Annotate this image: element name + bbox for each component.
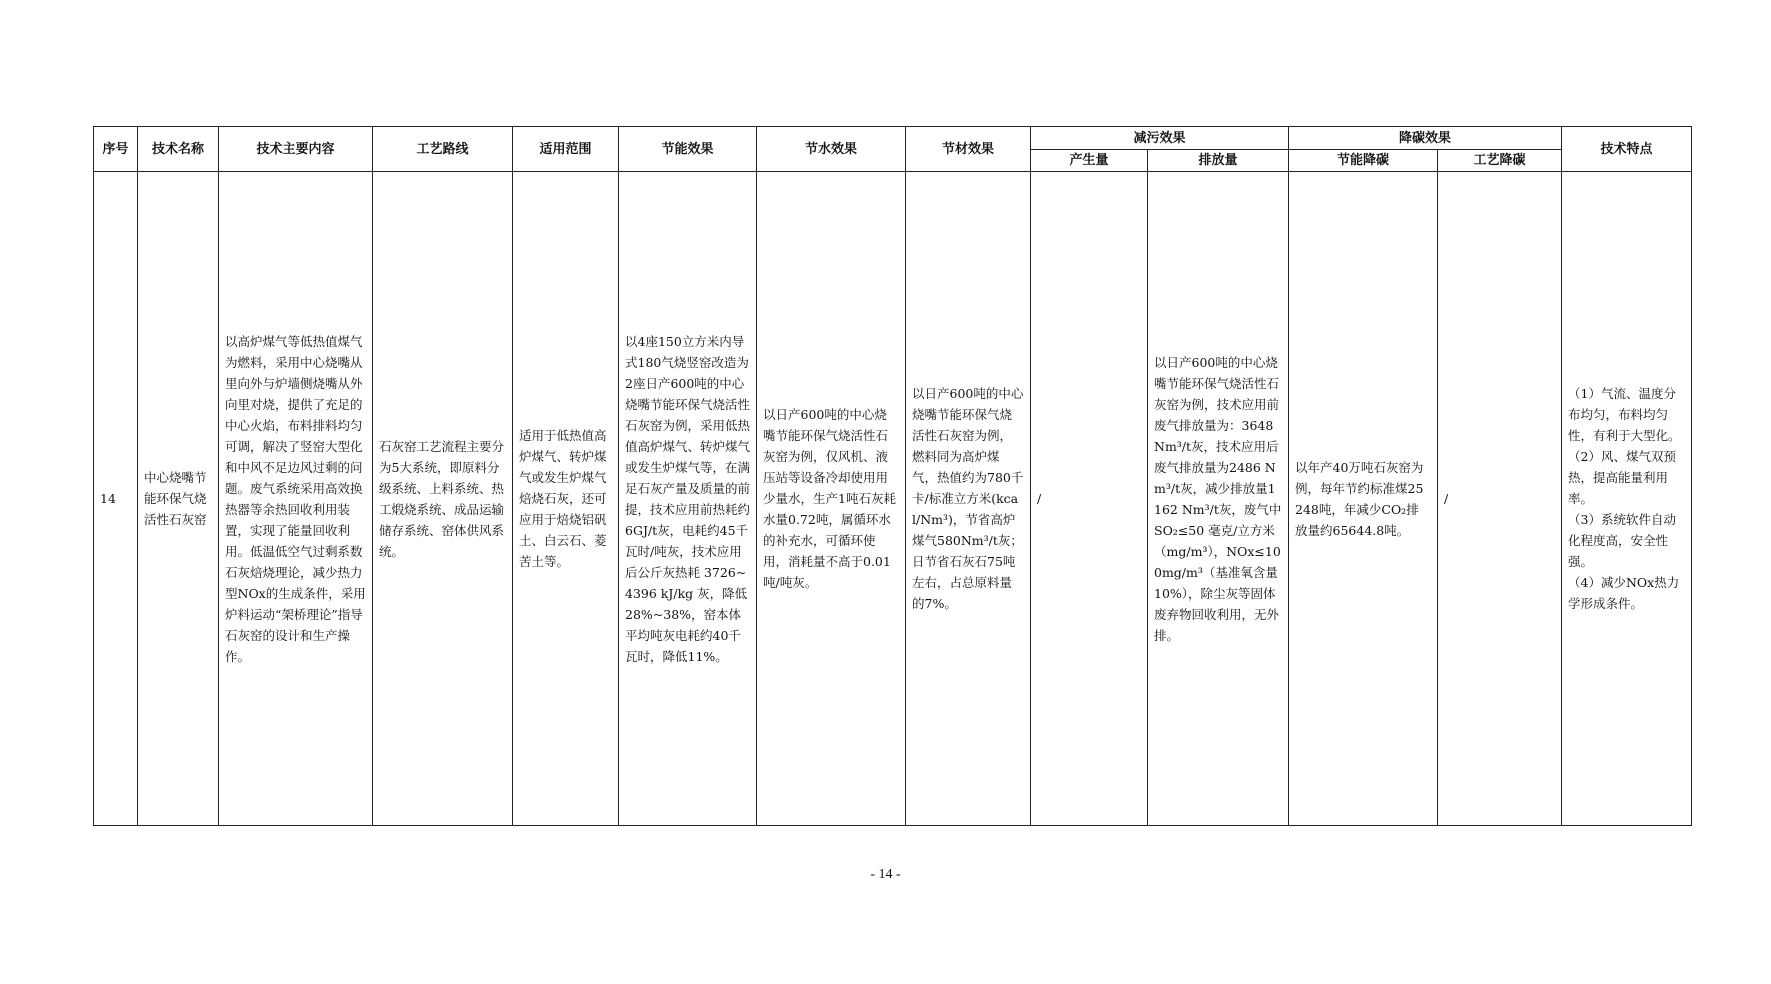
header-carbon: 降碳效果 [1289, 127, 1562, 150]
table-row [94, 172, 1692, 826]
header-pollution-produce: 产生量 [1031, 150, 1148, 172]
header-water: 节水效果 [757, 127, 906, 172]
header-name: 技术名称 [138, 127, 219, 172]
header-scope: 适用范围 [513, 127, 619, 172]
cell-carbon-process: / [1438, 172, 1562, 826]
cell-material: 以日产600吨的中心烧嘴节能环保气烧活性石灰窑为例，燃料同为高炉煤气，热值约为780千卡/标准立方米(kcal/Nm³)，节省高炉煤气580Nm³/t灰；日节省石灰石75吨左右，占总原料量的7%。 [906, 172, 1031, 826]
header-route: 工艺路线 [373, 127, 513, 172]
cell-energy: 以4座150立方米内导式180气烧竖窑改造为2座日产600吨的中心烧嘴节能环保气烧活性石灰窑为例，采用低热值高炉煤气、转炉煤气或发生炉煤气等，在满足石灰产量及质量的前提，技术应用前热耗约6GJ/t灰，电耗约45千瓦时/吨灰，技术应用后公斤灰热耗 3726~4396 kJ/kg 灰，降低28%~38%，窑本体平均吨灰电耗约40千瓦时，降低11%。 [619, 172, 757, 826]
header-feature: 技术特点 [1562, 127, 1692, 172]
cell-name: 中心烧嘴节能环保气烧活性石灰窑 [138, 172, 219, 826]
header-pollution: 减污效果 [1031, 127, 1289, 150]
header-carbon-energy: 节能降碳 [1289, 150, 1438, 172]
cell-carbon-energy: 以年产40万吨石灰窑为例，每年节约标准煤25248吨，年减少CO₂排放量约65644.8吨。 [1289, 172, 1438, 826]
header-seq: 序号 [94, 127, 138, 172]
cell-route: 石灰窑工艺流程主要分为5大系统，即原料分级系统、上料系统、热工煅烧系统、成品运输储存系统、窑体供风系统。 [373, 172, 513, 826]
header-carbon-process: 工艺降碳 [1438, 150, 1562, 172]
page-number: - 14 - [870, 867, 901, 882]
cell-pollution-produce: / [1031, 172, 1148, 826]
header-pollution-emit: 排放量 [1148, 150, 1289, 172]
cell-scope: 适用于低热值高炉煤气、转炉煤气或发生炉煤气焙烧石灰，还可应用于焙烧铝矾土、白云石、菱苦土等。 [513, 172, 619, 826]
cell-water: 以日产600吨的中心烧嘴节能环保气烧活性石灰窑为例，仅风机、液压站等设备冷却使用用少量水，生产1吨石灰耗水量0.72吨，属循环水的补充水，可循环使用，消耗量不高于0.01吨/吨灰。 [757, 172, 906, 826]
cell-seq: 14 [94, 172, 138, 826]
technology-table [93, 126, 1692, 826]
cell-content: 以高炉煤气等低热值煤气为燃料，采用中心烧嘴从里向外与炉墙侧烧嘴从外向里对烧，提供了充足的中心火焰，布料排料均匀可调，解决了竖窑大型化和中风不足边风过剩的问题。废气系统采用高效换热器等余热回收利用装置，实现了能量回收利用。低温低空气过剩系数石灰焙烧理论，减少热力型NOx的生成条件，采用炉料运动“架桥理论”指导石灰窑的设计和生产操作。 [219, 172, 373, 826]
header-content: 技术主要内容 [219, 127, 373, 172]
cell-pollution-emit: 以日产600吨的中心烧嘴节能环保气烧活性石灰窑为例，技术应用前废气排放量为：3648 Nm³/t灰，技术应用后废气排放量为2486 Nm³/t灰，减少排放量1162 Nm³/t灰，废气中 SO₂≤50 毫克/立方米（mg/m³），NOx≤100mg/m³（基准氧含量10%），除尘灰等固体废弃物回收利用，无外排。 [1148, 172, 1289, 826]
header-energy: 节能效果 [619, 127, 757, 172]
cell-feature: （1）气流、温度分布均匀，布料均匀性，有利于大型化。 （2）风、煤气双预热，提高能量利用率。 （3）系统软件自动化程度高，安全性强。 （4）减少NOx热力学形成条件。 [1562, 172, 1692, 826]
header-material: 节材效果 [906, 127, 1031, 172]
